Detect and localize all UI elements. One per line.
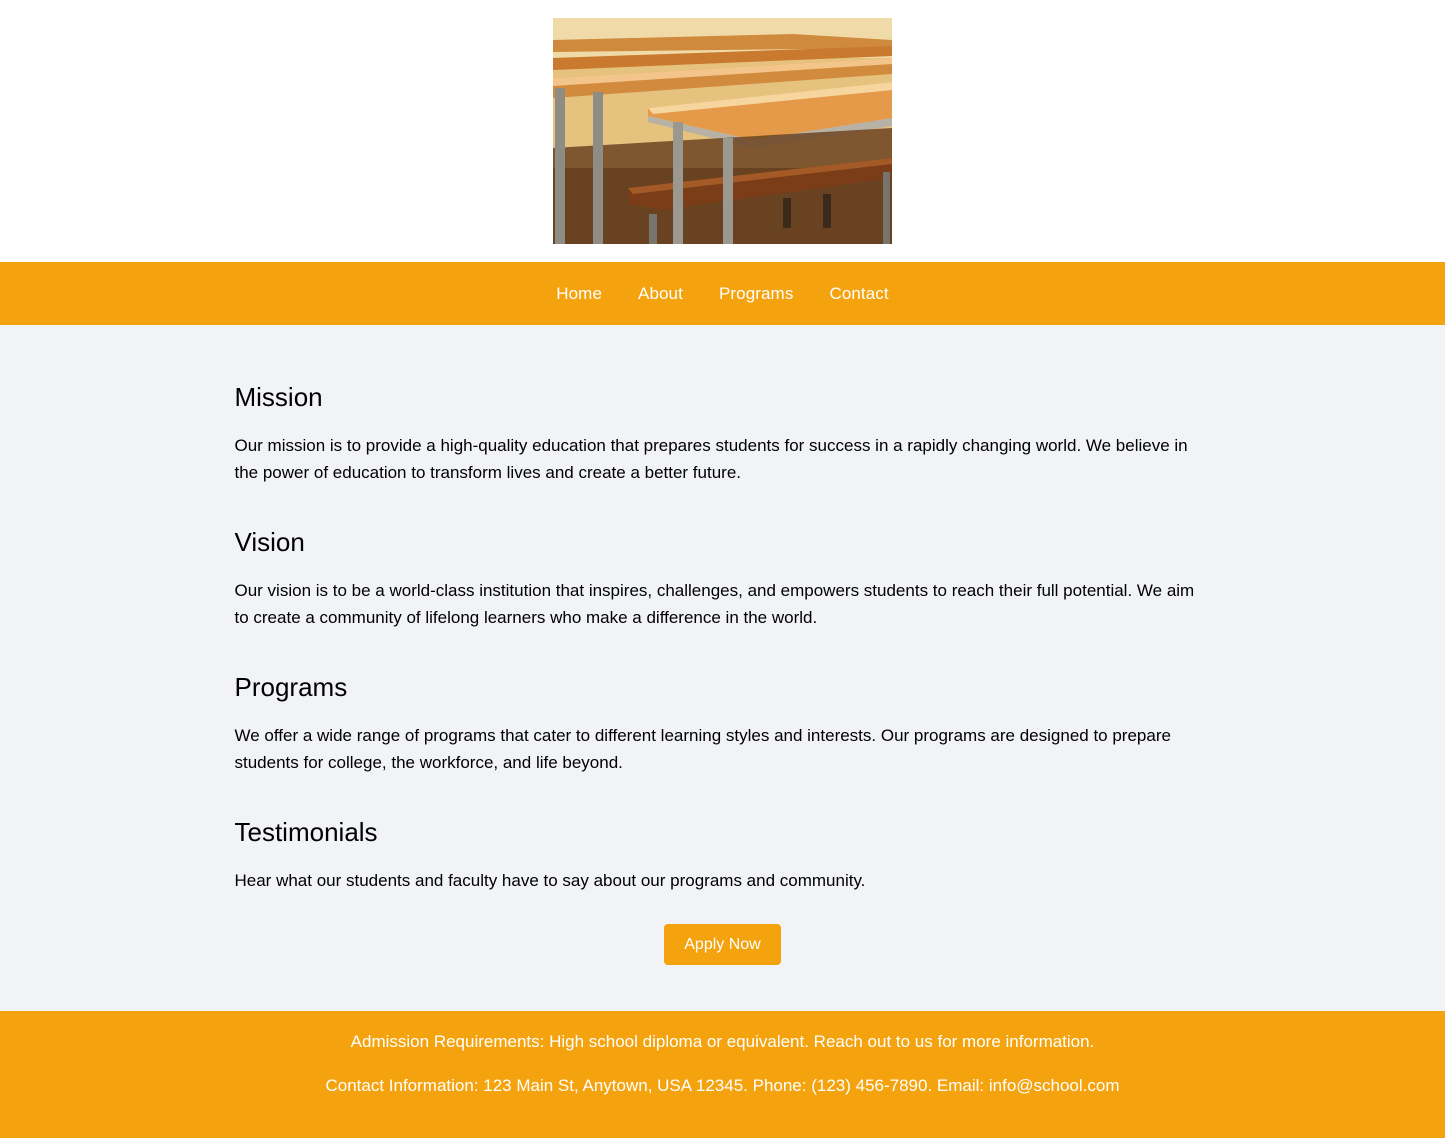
main-nav (0, 262, 1445, 325)
mission-section (235, 381, 1211, 486)
section-body: Our vision is to be a world-class institution that inspires, challenges, and empowers students to reach their full potential. We aim to create a community of lifelong learners who make a difference in the world. (234, 581, 1195, 627)
testimonials-section (235, 816, 1211, 894)
nav-item-about[interactable]: About (638, 283, 683, 303)
section-body: Hear what our students and faculty have to say about our programs and community. (234, 871, 866, 890)
section-title: Mission (234, 382, 323, 412)
page-footer (0, 1011, 1445, 1138)
nav-item-home[interactable]: Home (556, 283, 602, 303)
main-content (235, 325, 1211, 1012)
section-title: Vision (234, 527, 305, 557)
section-body: We offer a wide range of programs that cater to different learning styles and interests. Our programs are designed to prepare students for college, the workforce, and life beyond. (234, 726, 1171, 772)
nav-item-contact[interactable]: Contact (829, 283, 889, 303)
section-title: Programs (234, 672, 348, 702)
contact-information-text: Contact Information: 123 Main St, Anytown, USA 12345. Phone: (123) 456-7890. Email: info@school.com (325, 1076, 1120, 1095)
cta-container (235, 924, 1211, 1012)
section-title: Testimonials (234, 817, 378, 847)
programs-section (235, 671, 1211, 776)
apply-now-button[interactable]: Apply Now (664, 924, 781, 965)
section-body: Our mission is to provide a high-quality education that prepares students for success in a rapidly changing world. We believe in the power of education to transform lives and create a better future. (234, 436, 1188, 482)
hero-image (553, 18, 892, 244)
page-header (0, 0, 1445, 262)
nav-item-programs[interactable]: Programs (718, 283, 794, 303)
classroom-desks-illustration (553, 18, 892, 244)
admission-requirements-text: Admission Requirements: High school diploma or equivalent. Reach out to us for more information. (350, 1032, 1095, 1051)
vision-section (235, 526, 1211, 631)
